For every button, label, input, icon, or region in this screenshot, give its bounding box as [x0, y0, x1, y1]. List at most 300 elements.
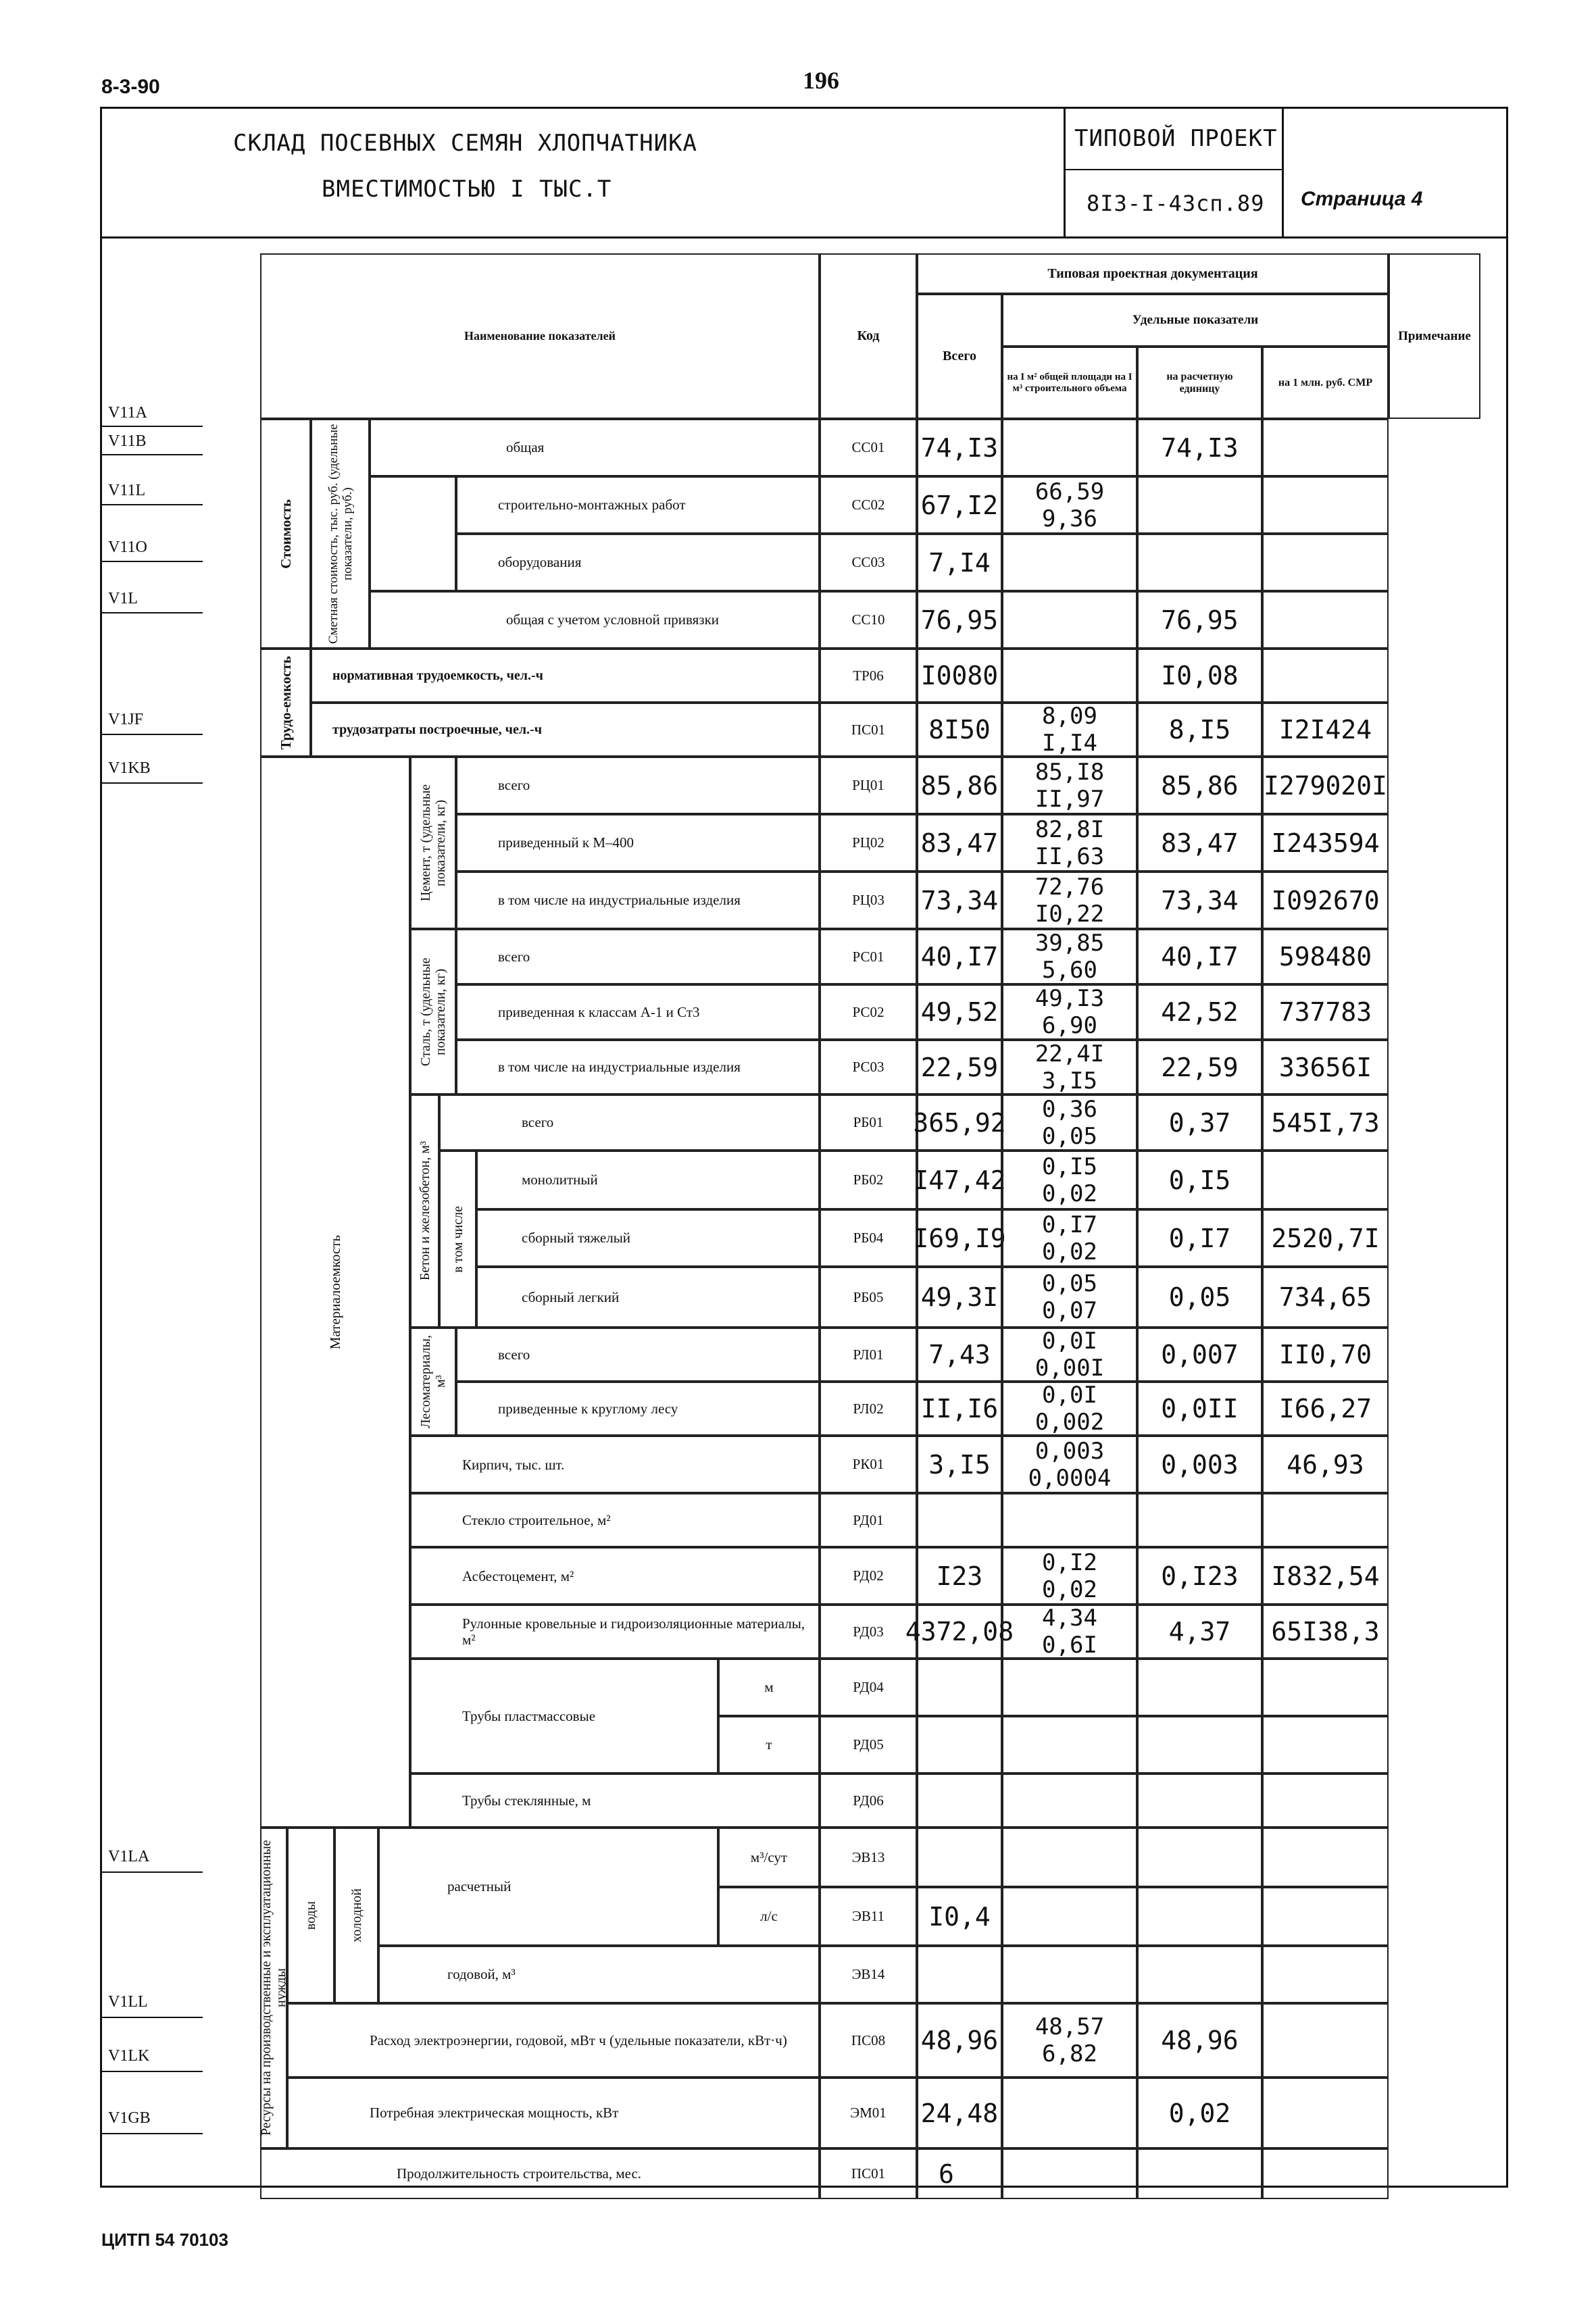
cell-per-m2-text: 0,I5	[1042, 1153, 1097, 1180]
row-name-r11-text: приведенная к классам А-1 и Ст3	[498, 1003, 700, 1020]
row-name-r27-text: Расход электроэнергии, годовой, мВт ч (удельные показатели, кВт·ч)	[370, 2032, 787, 2048]
row-name-r6-text: трудозатраты построечные, чел.-ч	[332, 722, 542, 737]
cell-per-mln	[1262, 1382, 1389, 1436]
side-line	[101, 1871, 203, 1873]
cell-per-unit	[1137, 1774, 1262, 1828]
group-resources	[260, 1828, 287, 2148]
cell-code-text: РК01	[852, 1456, 884, 1472]
side-line	[101, 734, 203, 735]
cell-note	[1389, 1887, 1480, 1946]
cell-per-m2	[1002, 1493, 1137, 1547]
cell-per-m2	[1002, 534, 1137, 591]
cell-code	[820, 1436, 917, 1493]
row-name-r7	[456, 757, 820, 814]
cell-total	[917, 534, 1002, 591]
cell-per-unit-text: 0,0II	[1161, 1394, 1239, 1424]
group-cold	[334, 1828, 378, 2003]
cell-per-unit-text: 73,34	[1161, 885, 1239, 915]
cell-code	[820, 1716, 917, 1774]
cell-per-m2-text: 72,76	[1034, 873, 1105, 901]
cell-per-mln	[1262, 2078, 1389, 2148]
cell-total	[917, 929, 1002, 984]
cell-per-m2	[1002, 984, 1137, 1040]
cell-per-mln-text: 33656I	[1278, 1052, 1372, 1082]
group-water	[287, 1828, 334, 2003]
group-steel	[410, 929, 456, 1095]
column-header-specific	[1002, 294, 1389, 347]
cell-per-mln-text: I092670	[1271, 885, 1380, 915]
cell-code	[820, 1946, 917, 2003]
cell-note	[1389, 1382, 1480, 1436]
row-unit-t-text: т	[766, 1736, 772, 1753]
cell-per-m2	[1002, 1828, 1137, 1887]
cell-per-m2-text: I,I4	[1042, 730, 1097, 757]
document-title-line2: ВМЕСТИМОСТЬЮ I ТЫС.Т	[322, 176, 612, 203]
cell-total-text: 365,92	[913, 1107, 1006, 1138]
cell-total	[917, 757, 1002, 814]
row-name-r26-text: годовой, м³	[447, 1966, 516, 1982]
cell-per-m2-text: 0,003	[1034, 1437, 1105, 1465]
cell-per-unit	[1137, 1382, 1262, 1436]
cell-total	[917, 1328, 1002, 1382]
header-divider-h	[1064, 169, 1282, 170]
cell-per-unit-text: 0,I5	[1168, 1165, 1231, 1195]
cell-note	[1389, 1547, 1480, 1605]
column-header-per-unit	[1137, 347, 1262, 419]
cell-per-m2-text: 6,82	[1042, 2040, 1097, 2067]
cell-per-mln	[1262, 1151, 1389, 1209]
cell-per-unit	[1137, 757, 1262, 814]
cell-note	[1389, 703, 1480, 757]
row-name-r5-text: нормативная трудоемкость, чел.-ч	[332, 668, 543, 683]
cell-total-text: I0080	[920, 661, 999, 690]
cell-note	[1389, 1209, 1480, 1267]
cell-note	[1389, 1659, 1480, 1716]
cell-code-text: РС01	[852, 948, 884, 965]
cell-per-unit	[1137, 1887, 1262, 1946]
cell-note	[1389, 534, 1480, 591]
cell-note	[1389, 757, 1480, 814]
cell-note	[1389, 1605, 1480, 1659]
cell-per-m2-text: 82,8I	[1034, 815, 1105, 843]
group-cost-sub	[311, 419, 370, 649]
cell-per-m2	[1002, 814, 1137, 872]
side-label-v11b: V11B	[108, 432, 147, 450]
cell-total	[917, 1659, 1002, 1716]
cell-per-unit	[1137, 1151, 1262, 1209]
cell-per-mln	[1262, 1436, 1389, 1493]
cell-per-mln	[1262, 2148, 1389, 2199]
cell-code	[820, 419, 917, 476]
cell-per-m2	[1002, 419, 1137, 476]
cell-per-unit	[1137, 1267, 1262, 1328]
cell-per-unit	[1137, 419, 1262, 476]
side-line	[101, 2133, 203, 2134]
cell-total	[913, 1209, 1006, 1267]
side-line	[101, 2017, 203, 2018]
cell-code-text: РБ05	[853, 1288, 884, 1305]
cell-note	[1389, 929, 1480, 984]
column-header-docs-text: Типовая проектная документация	[1047, 266, 1258, 281]
row-name-r14-text: монолитный	[522, 1172, 598, 1188]
row-name-r12-text: в том числе на индустриальные изделия	[498, 1059, 741, 1075]
group-cold-text: холодной	[349, 1888, 364, 1942]
cell-code	[820, 814, 917, 872]
row-unit-a-text: м³/сут	[750, 1848, 788, 1865]
group-cost-sub-text: Сметная стоимость, тыс. руб. (удельные показатели, руб.)	[326, 424, 355, 644]
row-name-r18	[456, 1382, 820, 1436]
cell-per-unit-text: 76,95	[1161, 605, 1239, 635]
cell-note	[1389, 1095, 1480, 1151]
row-name-r14	[476, 1151, 820, 1209]
cell-code-text: ЭВ13	[851, 1848, 885, 1865]
row-name-r4	[370, 591, 820, 649]
cell-per-unit	[1137, 1095, 1262, 1151]
cell-per-unit-text: 0,007	[1161, 1340, 1239, 1369]
cell-per-mln	[1262, 1493, 1389, 1547]
cell-code-text: РД03	[853, 1623, 884, 1640]
cell-per-m2	[1002, 1040, 1137, 1095]
cell-code	[820, 1774, 917, 1828]
cell-per-unit	[1137, 703, 1262, 757]
row-unit-t	[718, 1716, 820, 1774]
cell-per-mln-text: 65I38,3	[1271, 1617, 1380, 1646]
cell-per-unit	[1137, 649, 1262, 703]
cell-per-mln-text: 737783	[1278, 997, 1372, 1027]
cell-per-unit-text: 85,86	[1161, 770, 1239, 801]
cell-per-m2	[1002, 591, 1137, 649]
cell-code-text: СС03	[851, 554, 885, 570]
cell-note	[1389, 1040, 1480, 1095]
cell-code	[820, 591, 917, 649]
row-name-r9	[456, 872, 820, 929]
cell-per-mln	[1262, 649, 1389, 703]
cell-per-mln	[1262, 1267, 1389, 1328]
group-concrete-text: Бетон и железобетон, м³	[417, 1141, 432, 1281]
cell-per-unit-text: 22,59	[1161, 1052, 1239, 1082]
cell-total-text: 6	[939, 2159, 954, 2189]
cell-per-unit-text: 4,37	[1168, 1617, 1231, 1646]
cell-per-mln-text: I243594	[1271, 828, 1380, 858]
cell-per-mln	[1262, 1328, 1389, 1382]
side-line	[101, 2071, 203, 2072]
cell-per-m2-text: 66,59	[1034, 478, 1105, 505]
group-cost	[260, 419, 311, 649]
row-name-r23-text: Трубы пластмассовые	[462, 1707, 596, 1724]
column-header-per-mln-text: на 1 млн. руб. СМР	[1278, 376, 1373, 388]
row-name-r28	[287, 2078, 820, 2148]
cell-code-text: РЦ03	[852, 892, 884, 908]
cell-per-mln-text: II0,70	[1278, 1340, 1372, 1369]
cell-per-unit	[1137, 1946, 1262, 2003]
cell-per-unit-text: 8,I5	[1168, 715, 1231, 745]
cell-total-text: I47,42	[913, 1165, 1006, 1195]
cell-total	[917, 2003, 1002, 2078]
side-label-v1ll: V1LL	[108, 1993, 148, 2011]
cell-per-m2-text: 8,09	[1042, 703, 1097, 730]
cell-per-mln-text: 734,65	[1278, 1282, 1372, 1312]
cell-per-m2-text: 0,I2	[1042, 1549, 1097, 1576]
column-header-name-cell	[260, 253, 820, 419]
column-header-note-text: Примечание	[1398, 328, 1471, 343]
cell-total-text: 4372,08	[905, 1617, 1014, 1646]
cell-total	[917, 1887, 1002, 1946]
cell-total	[917, 814, 1002, 872]
cell-note	[1389, 984, 1480, 1040]
cell-code	[820, 1328, 917, 1382]
cell-total-text: 24,48	[920, 2098, 999, 2128]
cell-per-m2-text: 0,00I	[1034, 1355, 1105, 1382]
cell-per-m2	[1002, 1436, 1137, 1493]
group-timber	[410, 1328, 456, 1436]
cell-per-m2-text: 0,02	[1042, 1238, 1097, 1265]
cell-code	[820, 2003, 917, 2078]
cell-per-m2-text: II,63	[1034, 842, 1105, 870]
cell-per-unit-text: 0,02	[1168, 2098, 1231, 2128]
cell-total	[917, 591, 1002, 649]
cell-per-unit-text: 40,I7	[1161, 942, 1239, 972]
row-name-r3	[456, 534, 820, 591]
cell-code-text: СС10	[851, 611, 885, 628]
cell-code-text: ПС01	[851, 2165, 886, 2182]
cell-total	[917, 1436, 1002, 1493]
cell-code	[820, 1493, 917, 1547]
cell-note	[1389, 1493, 1480, 1547]
column-header-specific-text: Удельные показатели	[1132, 313, 1259, 327]
row-name-r3-text: оборудования	[498, 554, 582, 570]
header-divider-v2	[1282, 107, 1284, 236]
cell-code	[820, 1209, 917, 1267]
cell-per-m2-text: I0,22	[1034, 900, 1105, 928]
cell-total	[917, 1828, 1002, 1887]
column-header-code-cell	[820, 253, 917, 419]
cell-per-unit-text: I0,08	[1161, 661, 1239, 690]
cell-total-text: 7,43	[928, 1340, 991, 1369]
cell-per-mln-text: 545I,73	[1271, 1107, 1380, 1138]
row-name-r19-text: Кирпич, тыс. шт.	[462, 1456, 565, 1473]
cell-code	[820, 1828, 917, 1887]
side-label-v1jf: V1JF	[108, 711, 144, 728]
side-label-v11l: V11L	[108, 482, 146, 499]
footer-code: ЦИТП 54 70103	[101, 2230, 228, 2250]
indicators-grid	[206, 253, 1480, 2189]
cell-code	[820, 703, 917, 757]
group-cement-text: Цемент, т (удельные показатели, кг)	[418, 784, 448, 902]
cell-per-unit	[1137, 814, 1262, 872]
cell-per-mln	[1262, 1828, 1389, 1887]
cell-per-m2-text: 39,85	[1034, 930, 1105, 957]
cell-per-mln	[1262, 419, 1389, 476]
group-labor	[260, 649, 311, 757]
row-name-r13-text: всего	[522, 1114, 554, 1130]
cell-per-unit	[1137, 1716, 1262, 1774]
cell-per-m2	[1002, 872, 1137, 929]
document-code: 8-3-90	[101, 76, 160, 98]
cell-per-m2-text: 0,0I	[1042, 1382, 1097, 1409]
cell-per-unit-text: 83,47	[1161, 828, 1239, 858]
group-timber-text: Лесоматериалы, м³	[418, 1335, 448, 1428]
cell-per-mln	[1262, 1209, 1389, 1267]
cell-per-mln	[1262, 872, 1389, 929]
cell-code	[820, 1095, 917, 1151]
cell-per-unit-text: 0,I23	[1161, 1561, 1239, 1591]
cell-per-m2	[1002, 1382, 1137, 1436]
cell-per-m2-text: 0,I7	[1042, 1211, 1097, 1238]
column-header-total-text: Всего	[943, 349, 976, 363]
cell-per-mln-text: 598480	[1278, 942, 1372, 972]
cell-per-m2-text: 0,36	[1042, 1095, 1097, 1123]
cell-code	[820, 1547, 917, 1605]
cell-per-unit-text: 42,52	[1161, 997, 1239, 1027]
cell-per-unit	[1137, 1436, 1262, 1493]
row-unit-m-text: м	[764, 1679, 774, 1695]
cell-code	[820, 1605, 917, 1659]
group-steel-text: Сталь, т (удельные показатели, кг)	[418, 957, 448, 1066]
project-code: 8I3-I-43сп.89	[1087, 191, 1265, 216]
row-name-r29	[260, 2148, 820, 2199]
cell-per-unit	[1137, 1493, 1262, 1547]
side-label-v1gb: V1GB	[108, 2109, 151, 2127]
cell-code-text: РД02	[853, 1567, 884, 1584]
cell-per-m2	[1002, 1547, 1137, 1605]
row-unit-b	[718, 1887, 820, 1946]
cell-per-m2	[1002, 1605, 1137, 1659]
cell-code-text: ЭВ14	[851, 1966, 885, 1982]
row-name-r20-text: Стекло строительное, м²	[462, 1512, 611, 1528]
cell-total	[917, 2148, 1002, 2199]
row-name-r10-text: всего	[498, 948, 530, 965]
cell-per-unit	[1137, 872, 1262, 929]
cell-note	[1389, 649, 1480, 703]
group-resources-text: Ресурсы на производственные и эксплуатационные нужды	[259, 1840, 289, 2136]
cell-per-unit	[1137, 1828, 1262, 1887]
cell-per-mln	[1262, 476, 1389, 534]
cell-code	[820, 534, 917, 591]
cell-code	[820, 476, 917, 534]
cell-per-m2-text: 0,02	[1042, 1180, 1097, 1207]
cell-per-mln	[1262, 703, 1389, 757]
row-name-r7-text: всего	[498, 777, 530, 793]
cell-per-mln	[1262, 1774, 1389, 1828]
cell-per-m2-text: 3,I5	[1042, 1067, 1097, 1095]
row-name-r22	[410, 1605, 820, 1659]
cell-code-text: СС01	[851, 439, 885, 455]
cell-per-m2	[1002, 1659, 1137, 1716]
page-number: 196	[803, 67, 839, 94]
cell-per-mln	[1262, 1716, 1389, 1774]
cell-code-text: РД05	[853, 1736, 884, 1753]
cell-per-unit	[1137, 2003, 1262, 2078]
cell-total	[917, 1547, 1002, 1605]
row-name-r25	[378, 1828, 718, 1946]
cell-total-text: 83,47	[920, 828, 999, 858]
cell-per-m2-text: 4,34	[1042, 1605, 1097, 1632]
cell-per-m2	[1002, 476, 1137, 534]
row-unit-m	[718, 1659, 820, 1716]
cell-code	[820, 1382, 917, 1436]
cell-per-m2	[1002, 2078, 1137, 2148]
group-material	[260, 757, 410, 1828]
cell-total	[917, 1716, 1002, 1774]
column-header-name-cell-text: Наименование показателей	[464, 329, 616, 343]
cell-per-unit	[1137, 534, 1262, 591]
row-name-r12	[456, 1040, 820, 1095]
cell-note	[1389, 1946, 1480, 2003]
cell-per-unit	[1137, 591, 1262, 649]
column-header-per-unit-text: на расчетную единицу	[1166, 370, 1233, 395]
group-labor-text: Трудо-емкость	[277, 655, 294, 750]
cell-total-text: 48,96	[920, 2026, 999, 2055]
cell-total-text: 85,86	[920, 770, 999, 801]
row-name-r18-text: приведенные к круглому лесу	[498, 1400, 678, 1417]
cell-code-text: ПС08	[851, 2032, 886, 2048]
cell-code-text: РБ02	[853, 1172, 884, 1188]
row-name-r20	[410, 1493, 820, 1547]
column-header-per-mln	[1262, 347, 1389, 419]
cell-note	[1389, 2003, 1480, 2078]
cell-code-text: РД06	[853, 1792, 884, 1809]
project-label: ТИПОВОЙ ПРОЕКТ	[1074, 125, 1278, 152]
cell-per-m2	[1002, 2148, 1137, 2199]
cell-per-m2-text: 0,6I	[1042, 1632, 1097, 1659]
cell-code-text: ЭМ01	[850, 2105, 887, 2121]
row-name-r15	[476, 1209, 820, 1267]
column-header-total	[917, 294, 1002, 419]
cell-total	[917, 1267, 1002, 1328]
row-name-r21	[410, 1547, 820, 1605]
cell-total	[917, 1946, 1002, 2003]
group-water-text: воды	[303, 1901, 318, 1930]
side-label-v11o: V11O	[108, 538, 147, 556]
cell-per-m2	[1002, 703, 1137, 757]
row-name-r23	[410, 1659, 718, 1774]
side-line	[101, 782, 203, 784]
cell-per-m2-text: 0,07	[1042, 1297, 1097, 1324]
cell-total	[917, 649, 1002, 703]
cell-per-mln	[1262, 1547, 1389, 1605]
cell-per-mln	[1262, 1040, 1389, 1095]
cell-per-unit-text: 0,37	[1168, 1107, 1231, 1138]
cell-per-m2-text: 0,002	[1034, 1409, 1105, 1436]
row-name-r5	[311, 649, 820, 703]
cell-total	[917, 703, 1002, 757]
row-name-r8	[456, 814, 820, 872]
row-name-r25-text: расчетный	[447, 1878, 512, 1894]
row-sub-indent	[370, 476, 456, 591]
cell-per-m2	[1002, 2003, 1137, 2078]
row-name-r6	[311, 703, 820, 757]
cell-note	[1389, 1328, 1480, 1382]
row-name-r27	[287, 2003, 820, 2078]
cell-per-m2-text: 0,02	[1042, 1576, 1097, 1603]
row-name-r19	[410, 1436, 820, 1493]
cell-total-text: 67,I2	[920, 490, 999, 520]
row-name-r24	[410, 1774, 820, 1828]
cell-code	[820, 757, 917, 814]
cell-per-m2	[1002, 1887, 1137, 1946]
cell-per-unit	[1137, 1328, 1262, 1382]
cell-per-unit	[1137, 1040, 1262, 1095]
row-name-r8-text: приведенный к М–400	[498, 834, 634, 851]
cell-total	[917, 476, 1002, 534]
row-name-r16-text: сборный легкий	[522, 1288, 620, 1305]
cell-total-text: 3,I5	[928, 1449, 991, 1480]
cell-code-text: ТР06	[853, 667, 884, 684]
row-name-r2	[456, 476, 820, 534]
column-header-code-cell-text: Код	[857, 328, 880, 343]
cell-per-mln	[1262, 757, 1389, 814]
row-unit-a	[718, 1828, 820, 1887]
